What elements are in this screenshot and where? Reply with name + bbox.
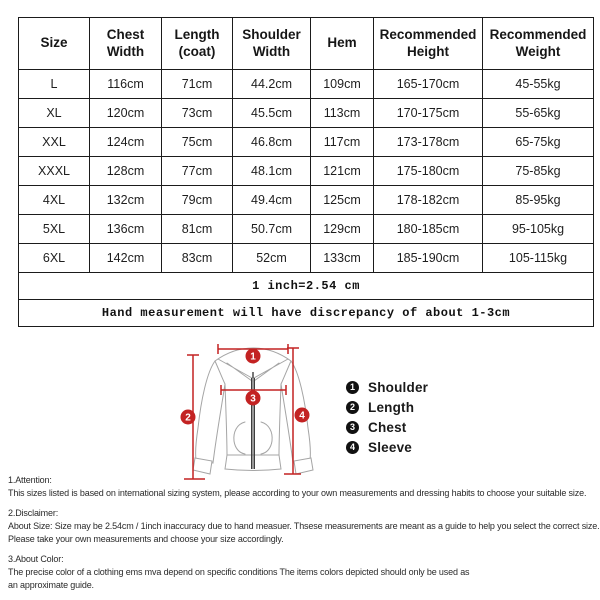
measurement-cell: 185-190cm [374, 244, 483, 273]
size-table-header-row [19, 18, 594, 70]
measurement-cell: 173-178cm [374, 128, 483, 157]
garment-measure-diagram [165, 338, 340, 488]
hoodie-outline [193, 348, 313, 474]
column-header: Recommended Weight [483, 18, 594, 70]
column-header: Recommended Height [374, 18, 483, 70]
measurement-cell: 128cm [90, 157, 162, 186]
footnote-text: Hand measurement will have discrepancy of about 1-3cm [19, 300, 594, 327]
measurement-cell: 180-185cm [374, 215, 483, 244]
measurement-cell: 105-115kg [483, 244, 594, 273]
footnote-text: 1 inch=2.54 cm [19, 273, 594, 300]
measurement-cell: 45-55kg [483, 70, 594, 99]
legend-number-badge: 3 [346, 421, 359, 434]
size-label-cell: XL [19, 99, 90, 128]
note-line: The precise color of a clothing ems mva depend on specific conditions The items colors depicted should only be used as [8, 567, 470, 577]
measurement-cell: 116cm [90, 70, 162, 99]
measurement-cell: 132cm [90, 186, 162, 215]
measure-legend [346, 380, 428, 454]
size-table [18, 17, 594, 327]
legend-number-badge: 2 [346, 401, 359, 414]
size-row [19, 215, 594, 244]
measurement-cell: 133cm [311, 244, 374, 273]
footnote-row [19, 300, 594, 327]
measurement-cell: 48.1cm [233, 157, 311, 186]
measurement-cell: 113cm [311, 99, 374, 128]
column-header: Chest Width [90, 18, 162, 70]
measurement-cell: 120cm [90, 99, 162, 128]
legend-item-chest [346, 420, 428, 434]
note-section [8, 507, 600, 546]
measurement-cell: 136cm [90, 215, 162, 244]
column-header: Shoulder Width [233, 18, 311, 70]
measurement-cell: 71cm [162, 70, 233, 99]
shoulder-marker-number: 1 [250, 351, 256, 363]
size-row [19, 157, 594, 186]
column-header: Size [19, 18, 90, 70]
note-title: 3.About Color: [8, 554, 64, 564]
notes-section [8, 474, 600, 599]
measurement-cell: 175-180cm [374, 157, 483, 186]
column-header: Length (coat) [162, 18, 233, 70]
measurement-cell: 83cm [162, 244, 233, 273]
size-row [19, 186, 594, 215]
measurement-cell: 81cm [162, 215, 233, 244]
legend-number-badge: 1 [346, 381, 359, 394]
size-label-cell: 5XL [19, 215, 90, 244]
legend-label: Shoulder [368, 379, 429, 395]
size-row [19, 128, 594, 157]
measurement-cell: 85-95kg [483, 186, 594, 215]
measurement-cell: 95-105kg [483, 215, 594, 244]
measurement-cell: 165-170cm [374, 70, 483, 99]
measurement-cell: 49.4cm [233, 186, 311, 215]
measurement-cell: 55-65kg [483, 99, 594, 128]
measurement-cell: 75cm [162, 128, 233, 157]
legend-item-shoulder [346, 380, 428, 394]
legend-label: Sleeve [368, 439, 412, 455]
note-line: This sizes listed is based on international sizing system, please according to your own measurements and dressing habits to choose your suitable size. [8, 488, 587, 498]
measurement-cell: 50.7cm [233, 215, 311, 244]
note-section [8, 474, 600, 500]
chest-marker-number: 3 [250, 393, 256, 405]
measurement-cell: 79cm [162, 186, 233, 215]
note-title: 2.Disclaimer: [8, 508, 59, 518]
legend-label: Length [368, 399, 415, 415]
measurement-cell: 75-85kg [483, 157, 594, 186]
measurement-cell: 77cm [162, 157, 233, 186]
size-row [19, 70, 594, 99]
size-row [19, 99, 594, 128]
measurement-cell: 44.2cm [233, 70, 311, 99]
legend-item-sleeve [346, 440, 428, 454]
note-section [8, 553, 600, 592]
measurement-cell: 46.8cm [233, 128, 311, 157]
note-title: 1.Attention: [8, 475, 52, 485]
measurement-cell: 125cm [311, 186, 374, 215]
hoodie-diagram-svg [165, 338, 340, 488]
size-row [19, 244, 594, 273]
length-marker-number: 2 [185, 412, 191, 424]
measurement-cell: 45.5cm [233, 99, 311, 128]
measurement-cell: 142cm [90, 244, 162, 273]
measurement-cell: 124cm [90, 128, 162, 157]
size-label-cell: 4XL [19, 186, 90, 215]
note-line: About Size: Size may be 2.54cm / 1inch inaccuracy due to hand measuer. Thsese measurements are meant as a guide to help you select the correct size. [8, 521, 600, 531]
note-line: Please take your own measurements and choose your size accordingly. [8, 534, 284, 544]
column-header: Hem [311, 18, 374, 70]
measurement-cell: 129cm [311, 215, 374, 244]
size-label-cell: XXL [19, 128, 90, 157]
legend-item-length [346, 400, 428, 414]
size-label-cell: XXXL [19, 157, 90, 186]
measurement-cell: 117cm [311, 128, 374, 157]
measurement-cell: 52cm [233, 244, 311, 273]
zipper [252, 372, 255, 469]
legend-number-badge: 4 [346, 441, 359, 454]
measurement-cell: 73cm [162, 99, 233, 128]
size-label-cell: L [19, 70, 90, 99]
legend-label: Chest [368, 419, 407, 435]
measurement-cell: 178-182cm [374, 186, 483, 215]
size-label-cell: 6XL [19, 244, 90, 273]
sleeve-marker-number: 4 [299, 410, 305, 422]
measurement-cell: 170-175cm [374, 99, 483, 128]
footnote-row [19, 273, 594, 300]
measurement-cell: 65-75kg [483, 128, 594, 157]
measurement-cell: 109cm [311, 70, 374, 99]
note-line: an approximate guide. [8, 580, 94, 590]
measurement-cell: 121cm [311, 157, 374, 186]
